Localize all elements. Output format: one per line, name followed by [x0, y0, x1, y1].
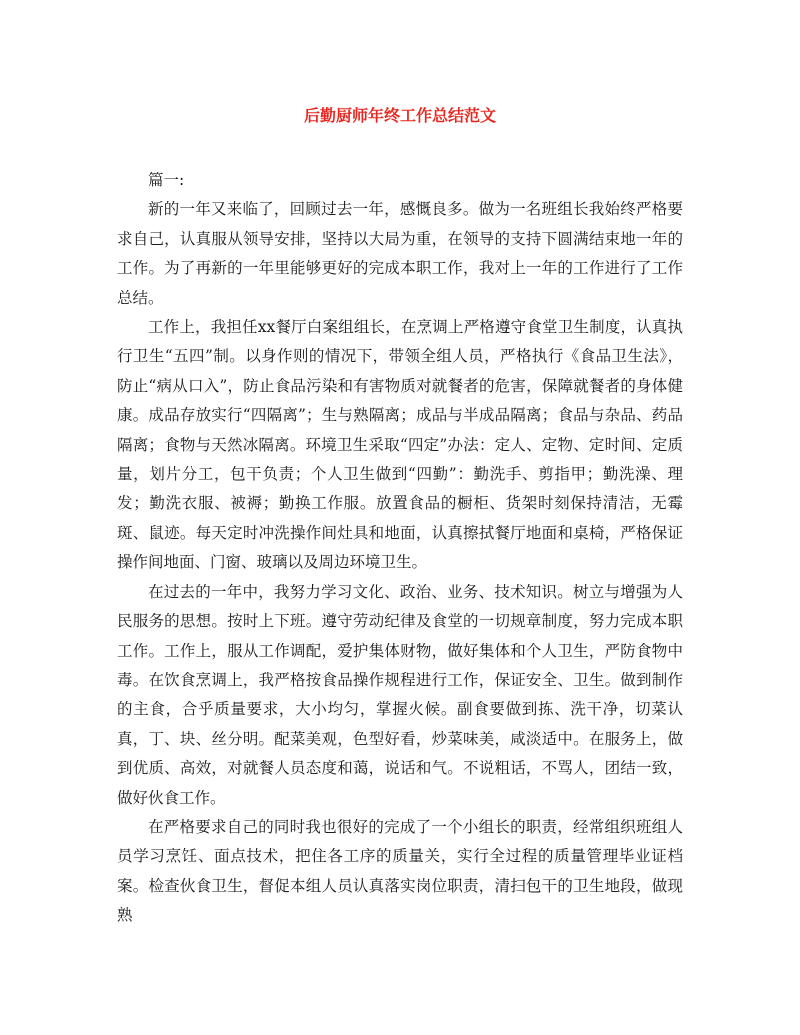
paragraph-study: 在过去的一年中，我努力学习文化、政治、业务、技术知识。树立与增强为人民服务的思想。按时上下班。遵守劳动纪律及食堂的一切规章制度，努力完成本职工作。工作上，服从工作调配，爱护集体财物，做好集体和个人卫生，严防食物中毒。在饮食烹调上，我严格按食品操作规程进行工作，保证安全、卫生。做到制作的主食，合乎质量要求，大小均匀，掌握火候。副食要做到拣、洗干净，切菜认真，丁、块、丝分明。配菜美观，色型好看，炒菜味美，咸淡适中。在服务上，做到优质、高效，对就餐人员态度和蔼，说话和气。不说粗话，不骂人，团结一致，做好伙食工作。: [117, 582, 683, 807]
document-title: 后勤厨师年终工作总结范文: [303, 106, 496, 125]
paragraph-hygiene: 工作上，我担任xx餐厅白案组组长，在烹调上严格遵守食堂卫生制度，认真执行卫生“五四”制。以身作则的情况下，带领全组人员，严格执行《食品卫生法》，防止“病从口入”，防止食品污染和有害物质对就餐者的危害，保障就餐者的身体健康。成品存放实行“四隔离”；生与熟隔离；成品与半成品隔离；食品与杂品、药品隔离；食物与天然冰隔离。环境卫生采取“四定”办法：定人、定物、定时间、定质量，划片分工，包干负责；个人卫生做到“四勤”：勤洗手、剪指甲；勤洗澡、理发；勤洗衣服、被褥；勤换工作服。放置食品的橱柜、货架时刻保持清洁，无霉斑、鼠迹。每天定时冲洗操作间灶具和地面，认真擦拭餐厅地面和桌椅，严格保证操作间地面、门窗、玻璃以及周边环境卫生。: [117, 318, 683, 572]
document-body: [117, 166, 683, 931]
paragraph-team-leader: 在严格要求自己的同时我也很好的完成了一个小组长的职责，经常组织班组人员学习烹饪、面点技术，把住各工序的质量关，实行全过程的质量管理毕业证档案。检查伙食卫生，督促本组人员认真落实岗位职责，清扫包干的卫生地段，做现熟: [117, 817, 683, 925]
paragraph-intro: 新的一年又来临了，回顾过去一年，感慨良多。做为一名班组长我始终严格要求自己，认真服从领导安排，坚持以大局为重，在领导的支持下圆满结束地一年的工作。为了再新的一年里能够更好的完成本职工作，我对上一年的工作进行了工作总结。: [117, 200, 683, 307]
section-heading: 篇一:: [148, 171, 185, 189]
